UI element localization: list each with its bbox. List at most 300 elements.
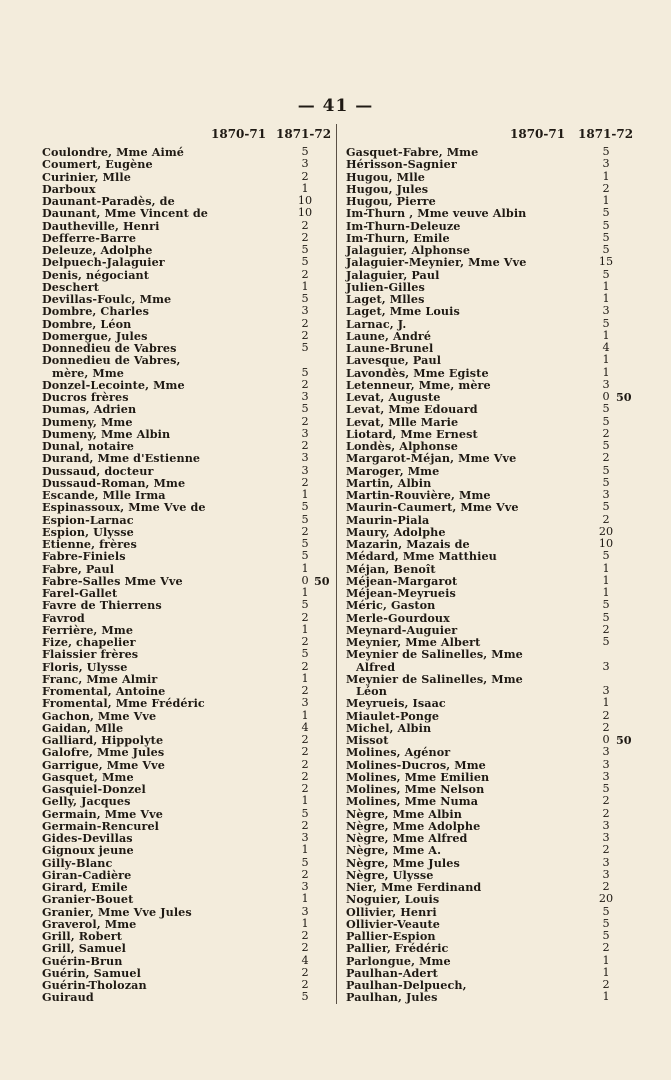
list-item [340,367,640,379]
amount-1871-72: 2 [301,929,309,942]
amount-1871-72: 5 [602,904,610,918]
amount-1871-72: 1 [301,892,309,906]
amount-1871-72: 1 [602,353,610,367]
list-item [36,599,336,611]
list-item [340,955,640,967]
list-item [340,501,640,513]
left-list [36,146,336,1004]
list-item [36,220,336,232]
amount-1871-72: 2 [301,218,309,232]
amount-1871-72: 5 [301,598,309,612]
subscriber-name: Germain, Mme Vve [42,806,163,821]
amount-1871-72: 2 [602,622,610,636]
amount-1871-72: 1 [301,561,309,575]
subscriber-name: Graverol, Mme [42,916,137,931]
list-item [36,710,336,722]
amount-1871-72: 2 [301,782,309,795]
amount-cents: 50 [314,573,330,588]
list-item [340,808,640,820]
list-item [36,648,336,660]
subscriber-name: Delpuech-Jalaguier [42,255,165,270]
list-item [340,403,640,415]
subscriber-name: Flaissier frères [42,647,139,662]
list-item [340,465,640,477]
amount-1871-72: 1 [602,965,610,979]
subscriber-name: Espion, Ulysse [42,524,134,539]
amount-1871-72: 3 [602,157,610,171]
list-item [36,305,336,317]
amount-1871-72: 3 [301,831,309,844]
amount-1871-72: 2 [301,659,309,673]
amount-1871-72: 5 [301,806,309,820]
subscriber-name: Maury, Adolphe [346,524,446,539]
subscriber-name: Espinassoux, Mme Vve de [42,500,206,515]
amount-cents: 50 [616,390,632,404]
subscriber-name: Levat, Mme Edouard [346,402,478,417]
subscriber-name: Farel-Gallet [42,586,118,600]
amount-1871-72: 3 [602,745,610,759]
subscriber-name: Nègre, Mme Adolphe [346,818,481,833]
subscriber-name: Ferrière, Mme [42,622,134,637]
subscriber-name: Pallier-Espion [346,929,436,943]
subscriber-name: Espion-Larnac [42,512,134,527]
amount-1871-72: 2 [301,169,309,183]
list-item [36,171,336,183]
amount-1871-72: 2 [602,451,610,465]
subscriber-name: Granier-Bouet [42,892,134,907]
subscriber-name: Larnac, J. [346,316,407,331]
amount-1871-72: 4 [301,953,309,967]
subscriber-name: Noguier, Louis [346,892,440,907]
amount-1871-72: 2 [301,328,309,342]
amount-1871-72: 3 [602,867,610,881]
list-item [36,746,336,758]
amount-1871-72: 5 [301,549,309,563]
amount-1871-72: 5 [602,145,610,158]
amount-1871-72: 2 [602,512,610,526]
amount-1871-72: 3 [602,831,610,844]
amount-1871-72: 2 [602,720,610,734]
subscriber-name: Méjan, Benoît [346,561,436,576]
subscriber-name: Maurin-Piala [346,512,430,527]
subscriber-name: Fabre-Salles Mme Vve [42,573,183,588]
subscriber-name: Fize, chapelier [42,635,136,649]
amount-1871-72: 1 [602,328,610,342]
amount-1871-72: 3 [301,904,309,918]
amount-1871-72: 5 [301,341,309,354]
amount-1871-72: 5 [301,292,309,305]
subscriber-name: Méric, Gaston [346,598,436,613]
header-year-1871-72: 1871-72 [578,127,634,141]
list-item [340,207,640,219]
amount-1871-72: 5 [602,782,610,795]
subscriber-name: Léon [356,684,387,698]
subscriber-name: Lavondès, Mme Egiste [346,365,489,380]
right-list [340,146,640,1004]
amount-1871-72: 2 [602,806,610,820]
list-item [340,514,640,526]
amount-1871-72: 2 [602,941,610,955]
subscriber-name: Giran-Cadière [42,867,132,882]
amount-1871-72: 1 [602,194,610,207]
amount-1871-72: 3 [301,451,309,465]
list-item [340,158,640,170]
header-year-1870-71: 1870-71 [510,127,566,141]
subscriber-name: Molines, Mme Emilien [346,769,490,784]
subscriber-name: Dussaud, docteur [42,463,154,478]
amount-1871-72: 1 [602,586,610,599]
list-item [36,501,336,513]
amount-1871-72: 2 [301,818,309,832]
amount-1871-72: 2 [301,978,309,991]
list-item [340,697,640,709]
subscriber-name: Hugou, Mlle [346,169,426,184]
amount-1871-72: 3 [602,488,610,501]
amount-1871-72: 1 [602,365,610,379]
amount-1871-72: 5 [602,635,610,648]
amount-1871-72: 1 [602,573,610,587]
subscriber-name: Merle-Gourdoux [346,610,450,625]
subscriber-name: Dumas, Adrien [42,402,137,417]
amount-1871-72: 2 [602,426,610,440]
list-item [340,416,640,428]
list-item [36,158,336,170]
subscriber-name: Donnedieu de Vabres, [42,353,181,368]
amount-1871-72: 2 [301,757,309,771]
amount-1871-72: 1 [602,279,610,293]
subscriber-name: Darboux [42,181,96,196]
subscriber-name: Méjean-Meyrueis [346,586,456,600]
subscriber-name: Im-Thurn-Deleuze [346,218,461,233]
subscriber-name: Hugou, Pierre [346,194,436,208]
subscriber-name: Dombre, Léon [42,316,132,331]
amount-1871-72: 2 [602,880,610,893]
subscriber-name: Grill, Samuel [42,941,126,956]
list-item [340,256,640,268]
subscriber-name: Martin-Rouvière, Mme [346,488,491,502]
amount-1871-72: 5 [301,647,309,661]
subscriber-name: Paulhan, Jules [346,990,438,1005]
subscriber-name: Franc, Mme Almir [42,671,158,686]
subscriber-name: Guérin-Tholozan [42,978,147,992]
subscriber-name: Nier, Mme Ferdinand [346,880,482,894]
subscriber-name: Dussaud-Roman, Mme [42,475,186,490]
subscriber-name: Ollivier, Henri [346,904,437,919]
list-item [340,550,640,562]
list-item [36,318,336,330]
amount-1871-72: 2 [301,230,309,244]
amount-1871-72: 3 [602,757,610,771]
amount-1871-72: 1 [602,990,610,1004]
subscriber-name: Maurin-Caumert, Mme Vve [346,500,519,515]
amount-1871-72: 2 [301,745,309,759]
list-item [340,599,640,611]
amount-1871-72: 5 [602,267,610,281]
amount-1871-72: 5 [602,475,610,489]
amount-1871-72: 10 [297,206,313,220]
list-item [36,857,336,869]
list-item [36,452,336,464]
amount-1871-72: 0 [301,573,309,587]
amount-1871-72: 20 [598,892,614,906]
subscriber-name: Paulhan-Delpuech, [346,978,467,992]
list-item [340,661,640,673]
subscriber-name: Meynier de Salinelles, Mme [346,647,523,662]
list-item [36,759,336,771]
list-item [36,416,336,428]
list-item [36,207,336,219]
amount-1871-72: 2 [301,267,309,281]
subscriber-name: Laune-Brunel [346,341,434,355]
amount-1871-72: 10 [297,194,313,207]
amount-1871-72: 5 [602,463,610,477]
subscriber-name: Im-Thurn , Mme veuve Albin [346,206,527,221]
amount-1871-72: 5 [301,855,309,869]
amount-1871-72: 5 [602,598,610,612]
subscriber-name: Dautheville, Henri [42,218,160,233]
subscriber-name: Ollivier-Veaute [346,916,441,931]
subscriber-name: Meyrueis, Isaac [346,696,446,711]
list-item [340,318,640,330]
subscriber-name: Julien-Gilles [346,279,425,294]
list-item [340,305,640,317]
list-item [36,795,336,807]
amount-1871-72: 1 [301,671,309,685]
subscriber-name: Gignoux jeune [42,843,134,858]
amount-1871-72: 5 [301,255,309,269]
subscriber-name: Hugou, Jules [346,181,429,196]
amount-1871-72: 0 [602,390,610,403]
list-item [340,710,640,722]
subscriber-name: Laget, Mme Louis [346,304,460,319]
list-item [340,991,640,1003]
subscriber-name: Ducros frères [42,390,129,404]
subscriber-name: Hérisson-Sagnier [346,157,457,172]
subscriber-name: Galofre, Mme Jules [42,745,165,760]
amount-1871-72: 5 [301,365,309,379]
subscriber-name: Im-Thurn, Emile [346,230,450,245]
amount-1871-72: 0 [602,733,610,746]
list-item [36,661,336,673]
amount-1871-72: 3 [602,855,610,869]
subscriber-name: Molines, Mme Nelson [346,782,485,796]
amount-1871-72: 5 [602,439,610,452]
subscriber-name: Miaulet-Ponge [346,708,440,723]
list-item [340,844,640,856]
amount-1871-72: 20 [598,524,614,538]
subscriber-name: Donzel-Lecointe, Mme [42,377,185,392]
subscriber-name: Meynier, Mme Albert [346,635,481,649]
subscriber-name: Fabre, Paul [42,561,115,576]
subscriber-name: Molines, Mme Numa [346,794,479,809]
amount-1871-72: 4 [301,720,309,734]
subscriber-name: Gachon, Mme Vve [42,708,157,723]
amount-1871-72: 5 [602,549,610,563]
subscriber-name: Domergue, Jules [42,328,148,343]
list-item [36,991,336,1003]
list-item [36,563,336,575]
amount-cents: 50 [616,733,632,747]
list-item [36,550,336,562]
subscriber-name: Daunant, Mme Vincent de [42,206,209,221]
subscriber-name: Lavesque, Paul [346,353,442,368]
list-item [340,648,640,660]
subscriber-name: Nègre, Mme Jules [346,855,460,870]
amount-1871-72: 1 [602,561,610,575]
amount-1871-72: 3 [602,684,610,697]
amount-1871-72: 1 [301,794,309,808]
list-item [36,955,336,967]
subscriber-name: Jalaguier, Paul [346,267,440,282]
right-column-header [340,124,640,146]
subscriber-name: Laune, André [346,328,432,343]
subscriber-name: Dombre, Charles [42,304,149,319]
amount-1871-72: 2 [301,733,309,746]
amount-1871-72: 5 [602,218,610,232]
list-item [340,563,640,575]
list-item [340,795,640,807]
subscriber-name: Londès, Alphonse [346,439,458,453]
subscriber-name: Gelly, Jacques [42,794,131,809]
subscriber-name: Guérin, Samuel [42,965,141,980]
list-item [36,942,336,954]
amount-1871-72: 3 [602,818,610,832]
subscriber-name: Maroger, Mme [346,463,440,478]
amount-1871-72: 5 [301,145,309,158]
subscriber-name: Defferre-Barre [42,230,137,245]
amount-1871-72: 15 [598,255,614,269]
list-item [36,844,336,856]
subscriber-name: Dumeny, Mme [42,414,133,429]
header-year-1870-71: 1870-71 [211,127,267,141]
header-year-1871-72: 1871-72 [276,127,332,141]
subscriber-name: Etienne, frères [42,537,137,551]
left-column [36,124,336,1004]
subscriber-name: Dumeny, Mme Albin [42,426,171,441]
amount-1871-72: 5 [602,610,610,624]
amount-1871-72: 5 [301,243,309,256]
amount-1871-72: 5 [602,929,610,942]
subscriber-name: Nègre, Mme Alfred [346,831,468,845]
amount-1871-72: 2 [301,439,309,452]
amount-1871-72: 2 [602,794,610,808]
subscriber-name: Guérin-Brun [42,953,123,968]
amount-1871-72: 4 [602,341,610,354]
subscriber-name: Gasquet, Mme [42,769,134,784]
subscriber-name: Missot [346,733,389,747]
list-item [36,612,336,624]
amount-1871-72: 2 [301,377,309,391]
amount-1871-72: 10 [598,537,614,550]
subscriber-name: Pallier, Frédéric [346,941,449,956]
amount-1871-72: 5 [602,500,610,514]
subscriber-name: Nègre, Ulysse [346,867,434,882]
amount-1871-72: 2 [301,941,309,955]
amount-1871-72: 1 [301,843,309,857]
amount-1871-72: 2 [602,843,610,857]
amount-1871-72: 5 [602,916,610,930]
subscriber-name: Paulhan-Adert [346,965,438,980]
amount-1871-72: 3 [602,659,610,673]
subscriber-name: Jalaguier-Meynier, Mme Vve [346,255,527,270]
list-item [340,269,640,281]
amount-1871-72: 3 [602,304,610,318]
amount-1871-72: 1 [301,181,309,195]
list-item [340,746,640,758]
subscriber-name: Guiraud [42,990,94,1005]
subscriber-name: Gilly-Blanc [42,855,113,870]
subscriber-name: Grill, Robert [42,929,123,943]
amount-1871-72: 3 [301,390,309,403]
subscriber-name: Laget, Mlles [346,292,425,306]
subscriber-name: Molines-Ducros, Mme [346,757,486,772]
subscriber-name: Méjean-Margarot [346,573,458,588]
amount-1871-72: 3 [301,880,309,893]
subscriber-name: Nègre, Mme Albin [346,806,462,821]
amount-1871-72: 3 [301,304,309,318]
amount-1871-72: 3 [602,769,610,783]
subscriber-name: Granier, Mme Vve Jules [42,904,192,919]
subscriber-name: Denis, négociant [42,267,150,282]
subscriber-name: Dunal, notaire [42,439,134,453]
amount-1871-72: 5 [301,500,309,514]
list-item [36,893,336,905]
subscriber-name: Alfred [356,659,396,674]
subscriber-name: Martin, Albin [346,475,432,490]
list-item [36,256,336,268]
subscriber-name: Margarot-Méjan, Mme Vve [346,451,517,466]
amount-1871-72: 1 [602,953,610,967]
amount-1871-72: 2 [301,867,309,881]
amount-1871-72: 1 [301,488,309,501]
left-column-header [36,124,336,146]
amount-1871-72: 2 [301,475,309,489]
amount-1871-72: 1 [301,586,309,599]
subscriber-name: Garrigue, Mme Vve [42,757,165,772]
amount-1871-72: 3 [301,696,309,710]
subscriber-name: Donnedieu de Vabres [42,341,177,355]
subscriber-name: Gides-Devillas [42,831,133,845]
amount-1871-72: 5 [301,990,309,1004]
amount-1871-72: 5 [301,402,309,416]
amount-1871-72: 3 [301,157,309,171]
amount-1871-72: 2 [301,965,309,979]
amount-1871-72: 5 [602,206,610,220]
subscriber-name: Meynier de Salinelles, Mme [346,671,523,686]
amount-1871-72: 3 [301,463,309,477]
list-item [340,893,640,905]
list-item [36,367,336,379]
right-column [336,124,640,1004]
subscriber-name: Deschert [42,279,100,294]
amount-1871-72: 2 [602,978,610,991]
subscriber-name: Girard, Emile [42,880,128,894]
amount-1871-72: 3 [301,426,309,440]
amount-1871-72: 1 [602,169,610,183]
amount-1871-72: 5 [602,230,610,244]
list-item [36,697,336,709]
subscriber-name: Levat, Mlle Marie [346,414,459,429]
subscriber-name: Favrod [42,610,85,625]
subscriber-name: Daunant-Paradès, de [42,194,175,208]
amount-1871-72: 2 [301,769,309,783]
subscriber-name: Michel, Albin [346,720,432,735]
subscriber-name: Jalaguier, Alphonse [346,243,471,257]
subscriber-name: Gaidan, Mlle [42,720,124,735]
amount-1871-72: 1 [301,622,309,636]
subscriber-name: Fromental, Mme Frédéric [42,696,205,711]
list-item [36,354,336,366]
